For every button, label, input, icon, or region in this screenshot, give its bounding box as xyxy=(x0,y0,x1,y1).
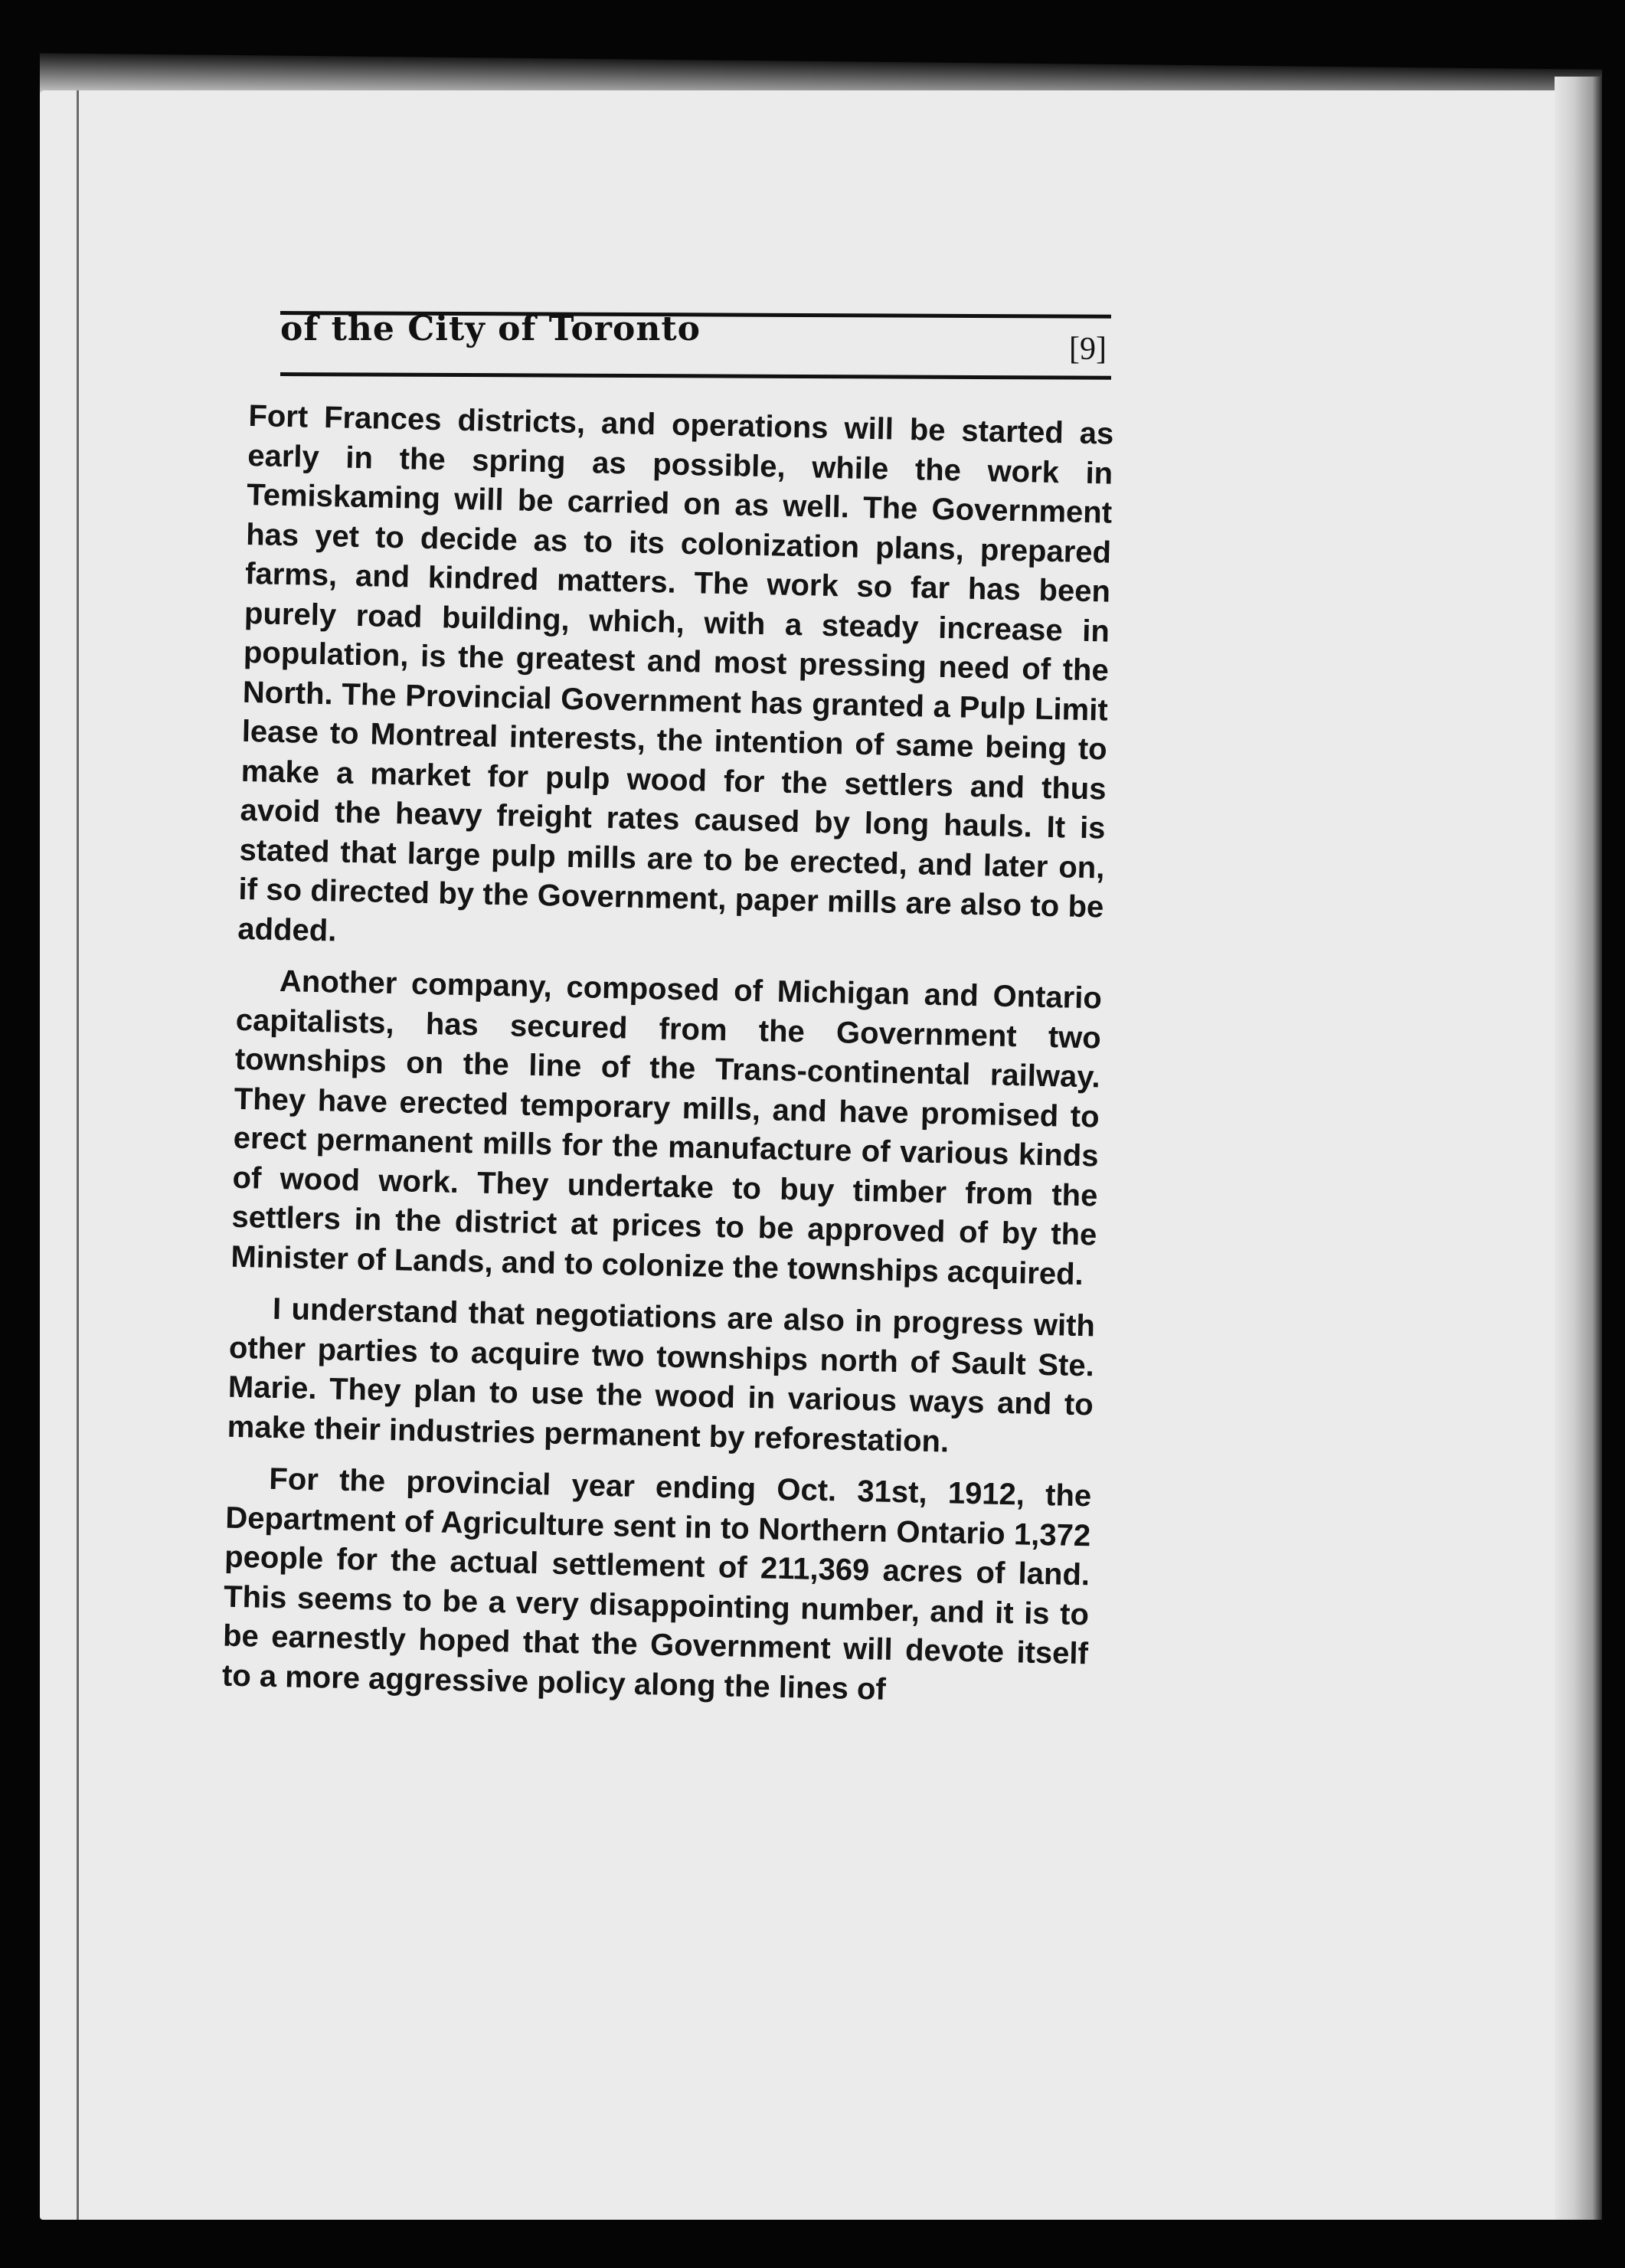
running-header-title: of the City of Toronto xyxy=(280,309,701,349)
paragraph: For the provincial year ending Oct. 31st, 1912, the Department of Agriculture sent in to Northern Ontario 1,372 people for the actual settlement of 211,369 acres of land. This seems to be a very disappointing number, and it is to be earnestly hoped that the Government will devote itself to a more aggressive policy along the lines of xyxy=(221,1461,1092,1707)
body-text xyxy=(221,397,1114,1726)
paragraph: Fort Frances districts, and operations will be started as early in the spring as possible, while the work in Temiskaming will be carried on as well. The Government has yet to decide as to its colonization plans, prepared farms, and kindred matters. The work so far has been purely road building, which, with a steady increase in population, is the greatest and most pressing need of the North. The Provincial Government has granted a Pulp Limit lease to Montreal interests, the intention of same being to make a market for pulp wood for the settlers and thus avoid the heavy freight rates caused by long hauls. It is stated that large pulp mills are to be erected, and later on, if so directed by the Government, paper mills are also to be added. xyxy=(237,398,1114,948)
paragraph: I understand that negotiations are also in progress with other parties to acquire two townships north of Sault Ste. Marie. They plan to use the wood in various ways and to make their industries permanent by reforestation. xyxy=(227,1291,1096,1458)
page-gutter-fold xyxy=(77,90,79,2220)
paragraph: Another company, composed of Michigan and Ontario capitalists, has secured from the Government two townships on the line of the Trans-continental railway. They have erected temporary mills, and have promised to erect permanent mills for the manufacture of various kinds of wood work. They undertake to buy timber from the settlers in the district at prices to be approved of by the Minister of Lands, and to colonize the townships acquired. xyxy=(231,964,1103,1291)
page-right-edge xyxy=(1555,77,1602,2220)
page-number: [9] xyxy=(1069,332,1107,367)
